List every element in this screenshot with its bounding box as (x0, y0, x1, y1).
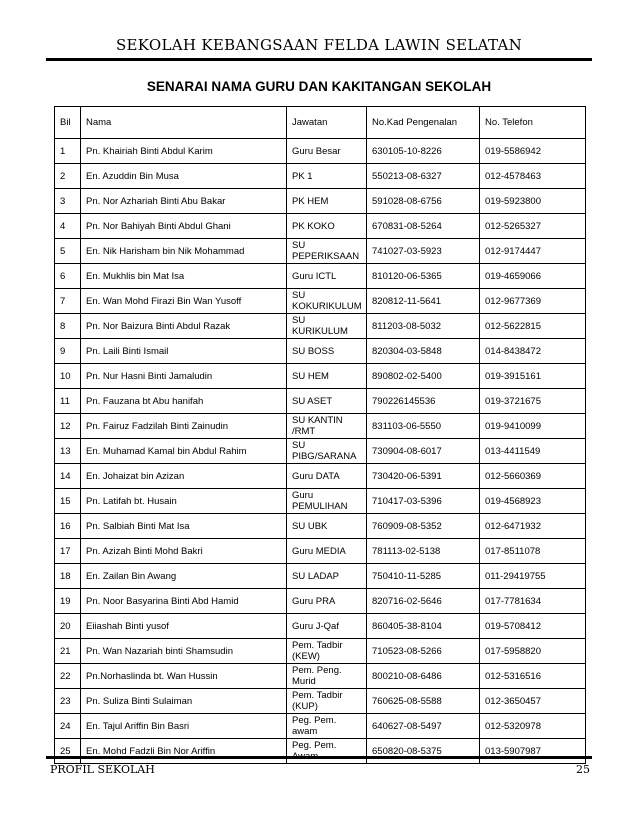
cell-jawatan: SU PIBG/SARANA (287, 439, 367, 464)
cell-jawatan: Peg. Pem. awam (287, 714, 367, 739)
cell-ic-number: 831103-06-5550 (367, 414, 480, 439)
cell-phone: 012-5660369 (480, 464, 586, 489)
cell-nama: En. Azuddin Bin Musa (81, 164, 287, 189)
table-row (55, 614, 586, 639)
cell-bil: 17 (55, 539, 81, 564)
footer-divider (46, 756, 592, 759)
cell-nama: Pn. Nor Baizura Binti Abdul Razak (81, 314, 287, 339)
column-header-ic-number: No.Kad Pengenalan (367, 107, 480, 139)
cell-jawatan: Pem. Tadbir (KUP) (287, 689, 367, 714)
cell-phone: 012-9174447 (480, 239, 586, 264)
cell-phone: 019-5708412 (480, 614, 586, 639)
cell-phone: 017-5958820 (480, 639, 586, 664)
cell-phone: 012-5316516 (480, 664, 586, 689)
cell-nama: En. Mohd Fadzli Bin Nor Ariffin (81, 739, 287, 764)
cell-bil: 8 (55, 314, 81, 339)
cell-ic-number: 800210-08-6486 (367, 664, 480, 689)
cell-nama: En. Nik Harisham bin Nik Mohammad (81, 239, 287, 264)
cell-ic-number: 730420-06-5391 (367, 464, 480, 489)
cell-ic-number: 730904-08-6017 (367, 439, 480, 464)
table-row (55, 214, 586, 239)
table-row (55, 414, 586, 439)
table-body (55, 139, 586, 764)
cell-phone: 012-5622815 (480, 314, 586, 339)
cell-bil: 23 (55, 689, 81, 714)
cell-ic-number: 750410-11-5285 (367, 564, 480, 589)
cell-phone: 012-5320978 (480, 714, 586, 739)
cell-jawatan: SU KURIKULUM (287, 314, 367, 339)
cell-phone: 012-6471932 (480, 514, 586, 539)
cell-ic-number: 790226145536 (367, 389, 480, 414)
cell-bil: 10 (55, 364, 81, 389)
cell-phone: 012-5265327 (480, 214, 586, 239)
cell-ic-number: 760909-08-5352 (367, 514, 480, 539)
cell-ic-number: 811203-08-5032 (367, 314, 480, 339)
cell-phone: 019-3915161 (480, 364, 586, 389)
cell-ic-number: 781113-02-5138 (367, 539, 480, 564)
cell-phone: 014-8438472 (480, 339, 586, 364)
cell-nama: En. Muhamad Kamal bin Abdul Rahim (81, 439, 287, 464)
column-header-phone: No. Telefon (480, 107, 586, 139)
cell-phone: 019-9410099 (480, 414, 586, 439)
cell-jawatan: Peg. Pem. Awam (287, 739, 367, 764)
cell-jawatan: SU BOSS (287, 339, 367, 364)
document-title: SENARAI NAMA GURU DAN KAKITANGAN SEKOLAH (146, 79, 492, 94)
table-row (55, 139, 586, 164)
cell-bil: 20 (55, 614, 81, 639)
cell-jawatan: Pem. Peng. Murid (287, 664, 367, 689)
cell-phone: 019-4568923 (480, 489, 586, 514)
cell-bil: 9 (55, 339, 81, 364)
cell-bil: 15 (55, 489, 81, 514)
cell-ic-number: 741027-03-5923 (367, 239, 480, 264)
cell-ic-number: 550213-08-6327 (367, 164, 480, 189)
cell-ic-number: 760625-08-5588 (367, 689, 480, 714)
cell-jawatan: Guru PEMULIHAN (287, 489, 367, 514)
table-header-row (55, 107, 586, 139)
cell-ic-number: 820812-11-5641 (367, 289, 480, 314)
cell-nama: Pn. Azizah Binti Mohd Bakri (81, 539, 287, 564)
cell-bil: 16 (55, 514, 81, 539)
cell-nama: Pn. Nor Bahiyah Binti Abdul Ghani (81, 214, 287, 239)
cell-nama: En. Mukhlis bin Mat Isa (81, 264, 287, 289)
cell-bil: 21 (55, 639, 81, 664)
cell-nama: Pn. Fauzana bt Abu hanifah (81, 389, 287, 414)
cell-ic-number: 630105-10-8226 (367, 139, 480, 164)
table-row (55, 489, 586, 514)
cell-bil: 25 (55, 739, 81, 764)
cell-bil: 14 (55, 464, 81, 489)
cell-jawatan: PK 1 (287, 164, 367, 189)
school-name: SEKOLAH KEBANGSAAN FELDA LAWIN SELATAN (115, 36, 523, 54)
cell-nama: Eiiashah Binti yusof (81, 614, 287, 639)
cell-ic-number: 710523-08-5266 (367, 639, 480, 664)
table-row (55, 514, 586, 539)
cell-phone: 013-5907987 (480, 739, 586, 764)
cell-bil: 13 (55, 439, 81, 464)
cell-ic-number: 810120-06-5365 (367, 264, 480, 289)
cell-nama: Pn. Fairuz Fadzilah Binti Zainudin (81, 414, 287, 439)
table-row (55, 389, 586, 414)
cell-nama: Pn. Khairiah Binti Abdul Karim (81, 139, 287, 164)
cell-nama: En. Tajul Ariffin Bin Basri (81, 714, 287, 739)
cell-ic-number: 820304-03-5848 (367, 339, 480, 364)
cell-phone: 012-3650457 (480, 689, 586, 714)
table-row (55, 314, 586, 339)
table-row (55, 639, 586, 664)
table-row (55, 689, 586, 714)
table-row (55, 239, 586, 264)
cell-nama: Pn. Salbiah Binti Mat Isa (81, 514, 287, 539)
cell-nama: Pn. Latifah bt. Husain (81, 489, 287, 514)
cell-bil: 6 (55, 264, 81, 289)
table-row (55, 664, 586, 689)
cell-jawatan: Guru J-Qaf (287, 614, 367, 639)
cell-ic-number: 820716-02-5646 (367, 589, 480, 614)
cell-nama: En. Zailan Bin Awang (81, 564, 287, 589)
cell-ic-number: 710417-03-5396 (367, 489, 480, 514)
cell-jawatan: SU LADAP (287, 564, 367, 589)
cell-bil: 11 (55, 389, 81, 414)
cell-ic-number: 591028-08-6756 (367, 189, 480, 214)
cell-bil: 18 (55, 564, 81, 589)
cell-phone: 019-5923800 (480, 189, 586, 214)
cell-bil: 19 (55, 589, 81, 614)
table-row (55, 264, 586, 289)
cell-jawatan: Guru MEDIA (287, 539, 367, 564)
cell-nama: En. Wan Mohd Firazi Bin Wan Yusoff (81, 289, 287, 314)
cell-bil: 5 (55, 239, 81, 264)
staff-table (54, 106, 586, 764)
cell-nama: Pn. Laili Binti Ismail (81, 339, 287, 364)
cell-bil: 7 (55, 289, 81, 314)
footer-section-label: PROFIL SEKOLAH (50, 763, 155, 776)
cell-ic-number: 640627-08-5497 (367, 714, 480, 739)
cell-bil: 1 (55, 139, 81, 164)
cell-phone: 019-3721675 (480, 389, 586, 414)
table-row (55, 339, 586, 364)
cell-phone: 019-5586942 (480, 139, 586, 164)
cell-bil: 12 (55, 414, 81, 439)
column-header-nama: Nama (81, 107, 287, 139)
cell-phone: 019-4659066 (480, 264, 586, 289)
table-row (55, 164, 586, 189)
cell-ic-number: 650820-08-5375 (367, 739, 480, 764)
page-number: 25 (576, 763, 590, 776)
cell-jawatan: PK KOKO (287, 214, 367, 239)
cell-jawatan: Guru ICTL (287, 264, 367, 289)
header-divider (46, 58, 592, 61)
table-row (55, 714, 586, 739)
cell-phone: 012-4578463 (480, 164, 586, 189)
cell-ic-number: 860405-38-8104 (367, 614, 480, 639)
table-row (55, 739, 586, 764)
column-header-jawatan: Jawatan (287, 107, 367, 139)
cell-bil: 2 (55, 164, 81, 189)
table-row (55, 564, 586, 589)
cell-nama: Pn. Suliza Binti Sulaiman (81, 689, 287, 714)
cell-nama: Pn. Nur Hasni Binti Jamaludin (81, 364, 287, 389)
table-row (55, 439, 586, 464)
cell-ic-number: 670831-08-5264 (367, 214, 480, 239)
table-row (55, 589, 586, 614)
cell-phone: 013-4411549 (480, 439, 586, 464)
cell-nama: Pn. Wan Nazariah binti Shamsudin (81, 639, 287, 664)
cell-jawatan: Guru DATA (287, 464, 367, 489)
cell-jawatan: PK HEM (287, 189, 367, 214)
cell-nama: Pn.Norhaslinda bt. Wan Hussin (81, 664, 287, 689)
cell-jawatan: SU ASET (287, 389, 367, 414)
cell-bil: 3 (55, 189, 81, 214)
cell-jawatan: Guru PRA (287, 589, 367, 614)
cell-jawatan: SU UBK (287, 514, 367, 539)
cell-jawatan: SU KANTIN /RMT (287, 414, 367, 439)
table-row (55, 464, 586, 489)
cell-bil: 24 (55, 714, 81, 739)
table-row (55, 364, 586, 389)
cell-phone: 017-7781634 (480, 589, 586, 614)
column-header-bil: Bil (55, 107, 81, 139)
cell-bil: 22 (55, 664, 81, 689)
cell-jawatan: Pem. Tadbir (KEW) (287, 639, 367, 664)
cell-jawatan: SU KOKURIKULUM (287, 289, 367, 314)
cell-jawatan: SU HEM (287, 364, 367, 389)
cell-jawatan: Guru Besar (287, 139, 367, 164)
cell-phone: 017-8511078 (480, 539, 586, 564)
cell-ic-number: 890802-02-5400 (367, 364, 480, 389)
cell-phone: 011-29419755 (480, 564, 586, 589)
cell-nama: Pn. Nor Azhariah Binti Abu Bakar (81, 189, 287, 214)
cell-phone: 012-9677369 (480, 289, 586, 314)
cell-jawatan: SU PEPERIKSAAN (287, 239, 367, 264)
table-row (55, 289, 586, 314)
cell-nama: En. Johaizat bin Azizan (81, 464, 287, 489)
table-row (55, 539, 586, 564)
cell-nama: Pn. Noor Basyarina Binti Abd Hamid (81, 589, 287, 614)
cell-bil: 4 (55, 214, 81, 239)
table-row (55, 189, 586, 214)
